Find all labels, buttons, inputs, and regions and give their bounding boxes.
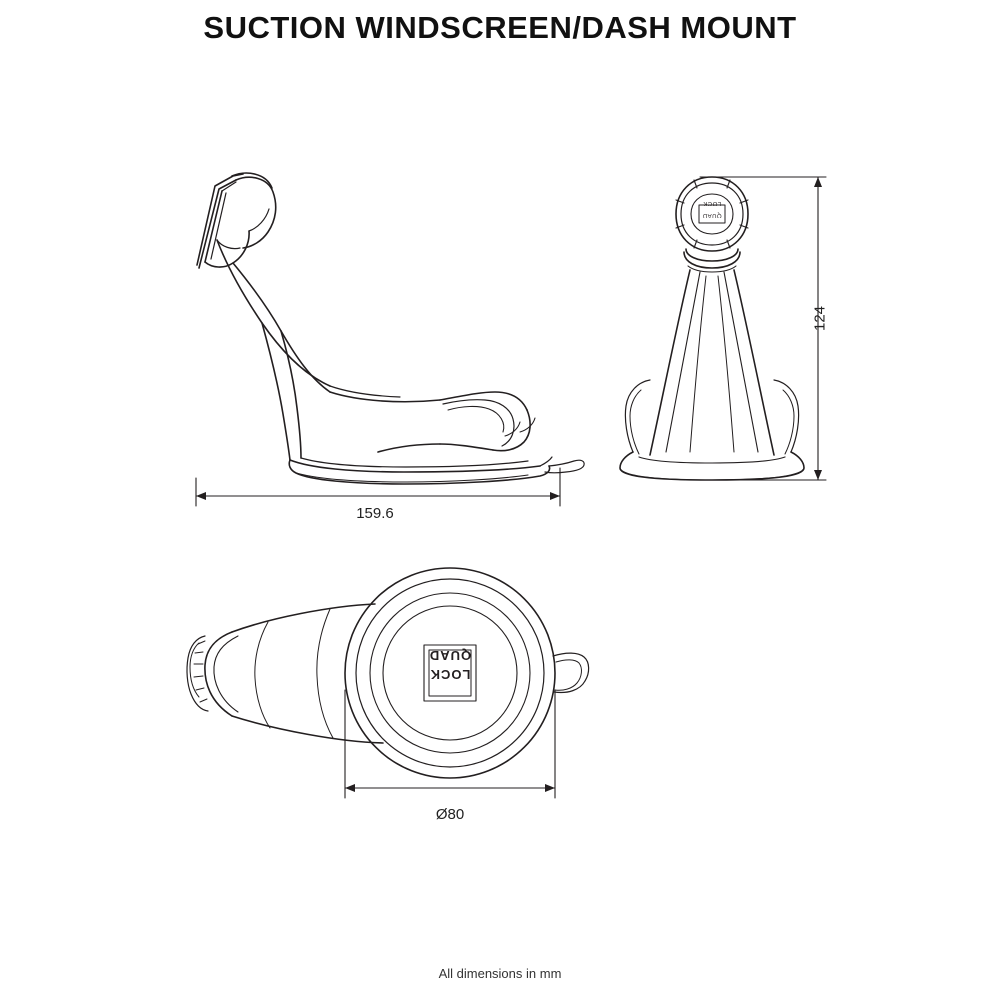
hub-logo-top xyxy=(424,648,476,698)
top-plan-view xyxy=(187,568,589,778)
dimension-line-diameter xyxy=(345,690,555,798)
hub-label-lock: LOCK xyxy=(429,667,471,682)
dimension-label-diameter: Ø80 xyxy=(435,806,465,823)
dimension-label-height: 124 xyxy=(811,305,829,332)
hub-label-quad: QUAD xyxy=(428,648,472,663)
knob-label-quad: QUAD xyxy=(702,212,722,218)
knob-label-lock: LOCK xyxy=(702,200,722,206)
dimension-label-length: 159.6 xyxy=(356,505,394,522)
side-elevation-view xyxy=(197,173,584,484)
units-note: All dimensions in mm xyxy=(438,966,562,981)
knob-logo-front xyxy=(699,200,725,226)
page-title: SUCTION WINDSCREEN/DASH MOUNT xyxy=(203,10,797,45)
dimension-line-length xyxy=(196,468,560,506)
